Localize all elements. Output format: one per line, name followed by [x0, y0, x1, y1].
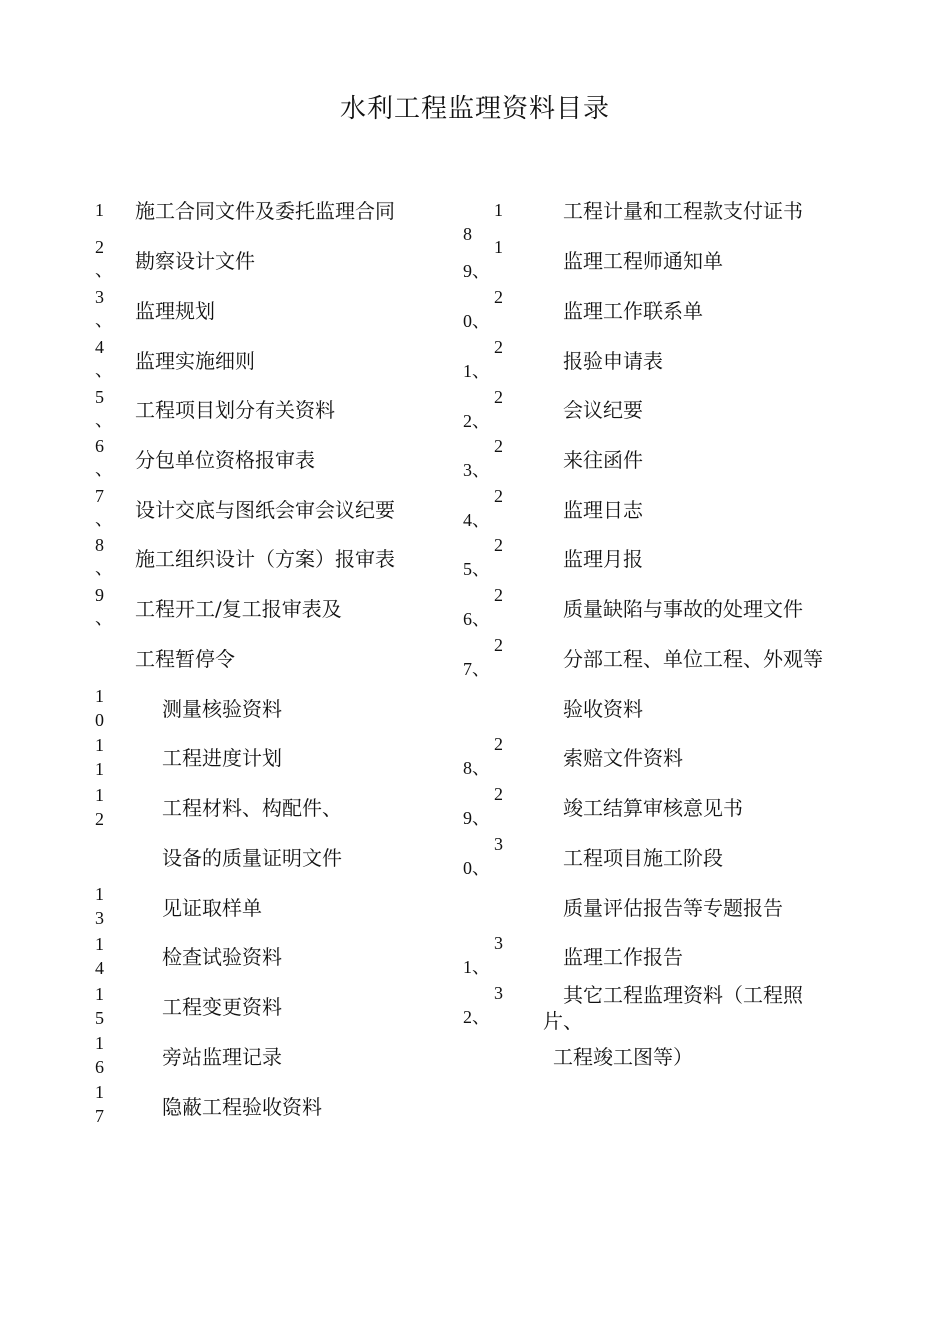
right-number: 2、 [463, 1007, 490, 1027]
left-number: 、 [95, 260, 113, 280]
right-number: 9、 [463, 261, 490, 281]
right-item-20: 监理工作联系单 [563, 299, 703, 323]
left-item-2: 勘察设计文件 [135, 249, 255, 273]
left-number: 1 [95, 735, 104, 755]
left-item-9-cont: 工程暂停令 [135, 647, 235, 671]
right-number: 1、 [463, 361, 490, 381]
left-item-14: 检查试验资料 [162, 945, 282, 969]
right-item-31: 监理工作报告 [563, 945, 683, 969]
left-item-8: 施工组织设计（方案）报审表 [135, 547, 395, 571]
left-number: 、 [95, 459, 113, 479]
right-item-18: 工程计量和工程款支付证书 [563, 199, 803, 223]
right-item-23: 来往函件 [563, 448, 643, 472]
left-number: 1 [95, 200, 104, 220]
left-number: 1 [95, 984, 104, 1004]
left-item-12-cont: 设备的质量证明文件 [162, 846, 342, 870]
right-item-25: 监理月报 [563, 547, 643, 571]
page-title: 水利工程监理资料目录 [339, 94, 610, 124]
right-item-32: 其它工程监理资料（工程照 [563, 983, 803, 1007]
left-number: 3 [95, 287, 104, 307]
left-number: 、 [95, 558, 113, 578]
left-number: 1 [95, 1033, 104, 1053]
right-number: 3 [494, 834, 503, 854]
right-item-27: 分部工程、单位工程、外观等 [563, 647, 823, 671]
left-number: 、 [95, 608, 113, 628]
left-number: 、 [95, 360, 113, 380]
left-number: 1 [95, 759, 104, 779]
left-item-9: 工程开工/复工报审表及 [135, 597, 342, 621]
left-number: 1 [95, 934, 104, 954]
right-number: 2 [494, 734, 503, 754]
right-number: 3、 [463, 460, 490, 480]
left-number: 1 [95, 686, 104, 706]
right-item-26: 质量缺陷与事故的处理文件 [563, 597, 803, 621]
left-number: 1 [95, 884, 104, 904]
left-number: 2 [95, 809, 104, 829]
left-number: 0 [95, 710, 104, 730]
left-item-3: 监理规划 [135, 299, 215, 323]
left-number: 5 [95, 1008, 104, 1028]
right-number: 2 [494, 784, 503, 804]
left-number: 7 [95, 486, 104, 506]
right-number: 0、 [463, 311, 490, 331]
left-item-7: 设计交底与图纸会审会议纪要 [135, 498, 395, 522]
left-item-10: 测量核验资料 [162, 697, 282, 721]
right-item-21: 报验申请表 [563, 349, 663, 373]
left-item-11: 工程进度计划 [162, 746, 282, 770]
right-number: 2 [494, 436, 503, 456]
right-number: 2 [494, 287, 503, 307]
right-number: 9、 [463, 808, 490, 828]
right-item-32-cont: 片、 [543, 1009, 583, 1033]
right-number: 2 [494, 486, 503, 506]
right-number: 8、 [463, 758, 490, 778]
right-item-27-cont: 验收资料 [563, 697, 643, 721]
left-item-4: 监理实施细则 [135, 349, 255, 373]
right-number: 0、 [463, 858, 490, 878]
right-item-28: 索赔文件资料 [563, 746, 683, 770]
left-number: 5 [95, 387, 104, 407]
left-number: 9 [95, 585, 104, 605]
right-number: 2 [494, 585, 503, 605]
left-item-5: 工程项目划分有关资料 [135, 398, 335, 422]
left-number: 、 [95, 310, 113, 330]
right-item-32-cont2: 工程竣工图等） [553, 1045, 693, 1069]
right-item-29: 竣工结算审核意见书 [563, 796, 743, 820]
right-number: 2 [494, 535, 503, 555]
right-item-24: 监理日志 [563, 498, 643, 522]
right-number: 7、 [463, 659, 490, 679]
right-item-19: 监理工程师通知单 [563, 249, 723, 273]
right-number: 2 [494, 387, 503, 407]
left-number: 4 [95, 337, 104, 357]
left-item-16: 旁站监理记录 [162, 1045, 282, 1069]
right-number: 2 [494, 337, 503, 357]
right-number: 1 [494, 200, 503, 220]
left-number: 6 [95, 436, 104, 456]
left-number: 、 [95, 509, 113, 529]
left-number: 8 [95, 535, 104, 555]
left-number: 、 [95, 410, 113, 430]
right-number: 4、 [463, 510, 490, 530]
right-number: 2、 [463, 411, 490, 431]
left-item-6: 分包单位资格报审表 [135, 448, 315, 472]
left-number: 1 [95, 785, 104, 805]
right-number: 6、 [463, 609, 490, 629]
left-item-15: 工程变更资料 [162, 995, 282, 1019]
right-number: 5、 [463, 559, 490, 579]
left-number: 2 [95, 237, 104, 257]
left-item-12: 工程材料、构配件、 [162, 796, 342, 820]
left-number: 6 [95, 1057, 104, 1077]
left-number: 7 [95, 1106, 104, 1126]
right-item-22: 会议纪要 [563, 398, 643, 422]
left-item-13: 见证取样单 [162, 896, 262, 920]
right-number: 2 [494, 635, 503, 655]
right-number: 3 [494, 983, 503, 1003]
left-item-17: 隐蔽工程验收资料 [162, 1095, 322, 1119]
left-number: 1 [95, 1082, 104, 1102]
right-number: 3 [494, 933, 503, 953]
right-number: 1、 [463, 957, 490, 977]
left-number: 4 [95, 958, 104, 978]
left-item-1: 施工合同文件及委托监理合同 [135, 199, 395, 223]
right-number: 1 [494, 237, 503, 257]
right-item-30-cont: 质量评估报告等专题报告 [563, 896, 783, 920]
right-number: 8 [463, 224, 472, 244]
left-number: 3 [95, 908, 104, 928]
right-item-30: 工程项目施工阶段 [563, 846, 723, 870]
